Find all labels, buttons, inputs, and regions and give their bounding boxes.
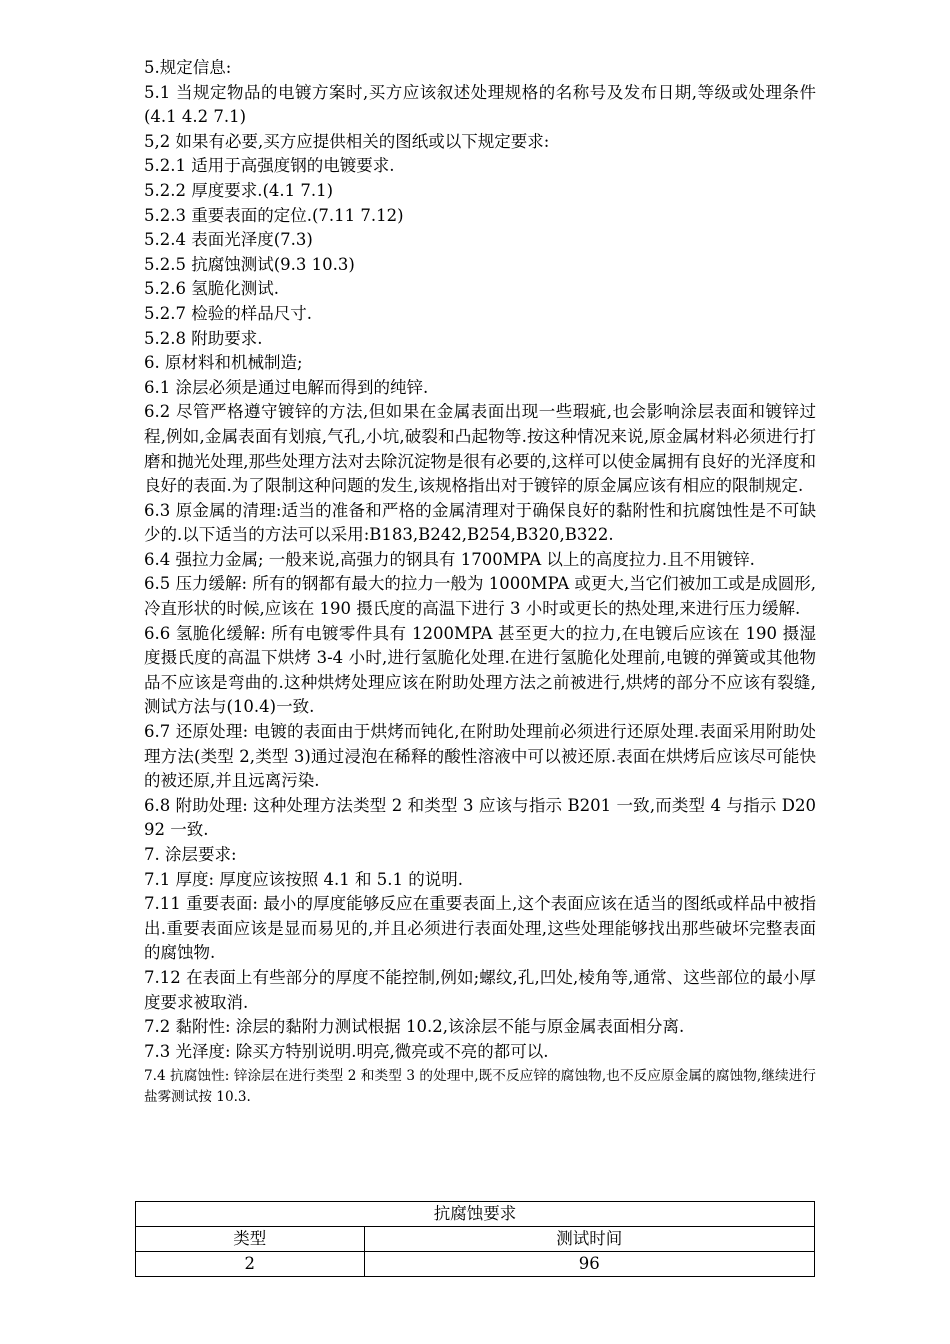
table-cell-type: 2 [136,1252,365,1277]
para-6-4: 6.4 强拉力金属; 一般来说,高强力的钢具有 1700MPA 以上的高度拉力.且不用镀锌. [144,549,755,569]
para-5-1: 5.1 当规定物品的电镀方案时,买方应该叙述处理规格的名称号及发布日期,等级或处理条件(4.1 4.2 7.1) [144,82,816,127]
para-6-3: 6.3 原金属的清理:适当的准备和严格的金属清理对于确保良好的黏附性和抗腐蚀性是不可缺少的.以下适当的方法可以采用:B183,B242,B254,B320,B322. [144,500,816,545]
para-5-2-8: 5.2.8 附助要求. [144,328,263,348]
para-7-3: 7.3 光泽度: 除买方特别说明.明亮,微亮或不亮的都可以. [144,1041,549,1061]
table-header-type: 类型 [136,1227,365,1252]
para-5-2-5: 5.2.5 抗腐蚀测试(9.3 10.3) [144,254,355,274]
para-6-2: 6.2 尽管严格遵守镀锌的方法,但如果在金属表面出现一些瑕疵,也会影响涂层表面和镀锌过程,例如,金属表面有划痕,气孔,小坑,破裂和凸起物等.按这种情况来说,原金属材料必须进行打磨和抛光处理,那些处理方法对去除沉淀物是很有必要的,这样可以使金属拥有良好的光泽度和良好的表面.为了限制这种问题的发生,该规格指出对于镀锌的原金属应该有相应的限制规定. [144,402,816,496]
para-5-2-3: 5.2.3 重要表面的定位.(7.11 7.12) [144,205,404,225]
table-row [136,1252,815,1277]
para-7-11: 7.11 重要表面: 最小的厚度能够反应在重要表面上,这个表面应该在适当的图纸或样品中被指出.重要表面应该是显而易见的,并且必须进行表面处理,这些处理能够找出那些破坏完整表面的腐蚀物. [144,894,816,963]
table-title-row [136,1202,815,1227]
corrosion-table [135,1201,815,1277]
para-5-2-7: 5.2.7 检验的样品尺寸. [144,303,312,323]
heading-6: 6. 原材料和机械制造; [144,353,303,373]
para-5-2-4: 5.2.4 表面光泽度(7.3) [144,230,313,250]
para-6-5: 6.5 压力缓解: 所有的钢都有最大的拉力一般为 1000MPA 或更大,当它们被加工或是成圆形,冷直形状的时候,应该在 190 摄氏度的高温下进行 3 小时或更长的热处理,来进行压力缓解. [144,574,816,619]
heading-7: 7. 涂层要求: [144,845,237,864]
heading-5: 5.规定信息: [144,58,232,77]
para-6-6: 6.6 氢脆化缓解: 所有电镀零件具有 1200MPA 甚至更大的拉力,在电镀后应该在 190 摄湿度摄氏度的高温下烘烤 3-4 小时,进行氢脆化处理.在进行氢脆化处理前,电镀的弹簧或其他物品不应该是弯曲的.这种烘烤处理应该在附助处理方法之前被进行,烘烤的部分不应该有裂缝,测试方法与(10.4)一致. [144,623,816,717]
table-header-test-time: 测试时间 [364,1227,814,1252]
para-5-2-6: 5.2.6 氢脆化测试. [144,279,279,299]
para-7-1: 7.1 厚度: 厚度应该按照 4.1 和 5.1 的说明. [144,869,463,889]
para-6-7: 6.7 还原处理: 电镀的表面由于烘烤而钝化,在附助处理前必须进行还原处理.表面采用附助处理方法(类型 2,类型 3)通过浸泡在稀释的酸性溶液中可以被还原.表面在烘烤后应该尽可能快的被还原,并且远离污染. [144,722,816,791]
para-5-2: 5,2 如果有必要,买方应提供相关的图纸或以下规定要求: [144,131,550,151]
para-7-2: 7.2 黏附性: 涂层的黏附力测试根据 10.2,该涂层不能与原金属表面相分离. [144,1017,685,1037]
table-title: 抗腐蚀要求 [136,1202,815,1227]
table-cell-test-time: 96 [364,1252,814,1277]
para-6-1: 6.1 涂层必须是通过电解而得到的纯锌. [144,377,429,397]
para-5-2-2: 5.2.2 厚度要求.(4.1 7.1) [144,180,334,200]
document-body [144,56,816,1108]
para-7-12: 7.12 在表面上有些部分的厚度不能控制,例如;螺纹,孔,凹处,棱角等,通常、这些部位的最小厚度要求被取消. [144,967,816,1012]
para-5-2-1: 5.2.1 适用于高强度钢的电镀要求. [144,156,395,176]
para-6-8: 6.8 附助处理: 这种处理方法类型 2 和类型 3 应该与指示 B201 一致,而类型 4 与指示 D2092 一致. [144,795,816,840]
para-7-4: 7.4 抗腐蚀性: 锌涂层在进行类型 2 和类型 3 的处理中,既不反应锌的腐蚀物,也不反应原金属的腐蚀物,继续进行盐雾测试按 10.3. [144,1068,816,1106]
table-header-row [136,1227,815,1252]
